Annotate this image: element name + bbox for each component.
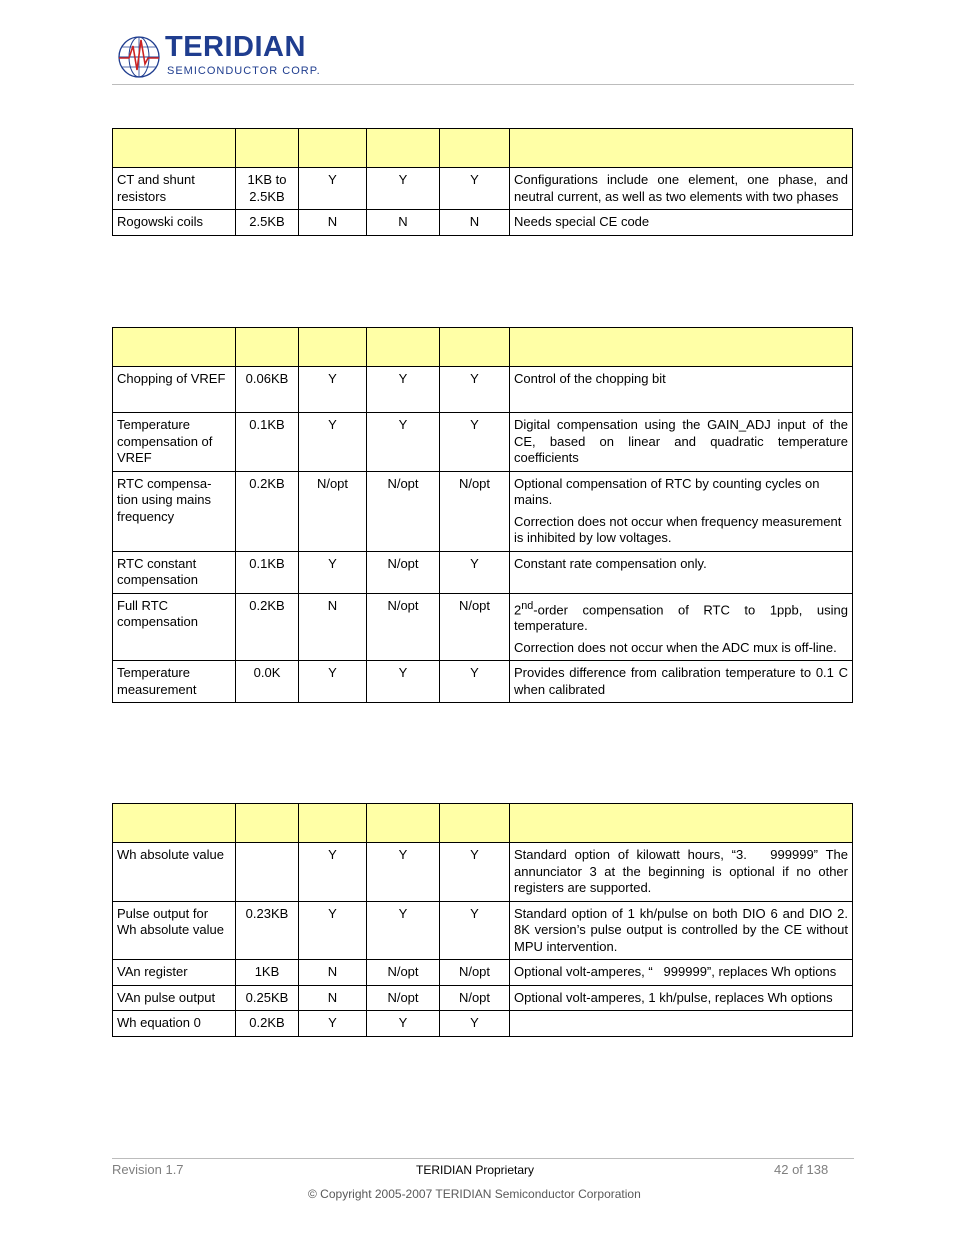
order-number: 2 [514,601,522,617]
feature-cell: Wh absolute value [113,843,236,902]
feature-cell: VAn register [113,960,236,986]
footer-revision: Revision 1.7 [112,1162,184,1177]
feature-cell: Temperature measurement [113,661,236,703]
feature-cell: VAn pulse output [113,985,236,1011]
header-cell [510,328,853,367]
table-header-row [113,328,853,367]
spec-table-3 [112,803,853,1037]
size-cell: 0.2KB [236,1011,299,1037]
value-cell: N [299,593,367,661]
description-cell [510,1011,853,1037]
value-cell: Y [367,901,440,960]
value-cell: Y [367,413,440,472]
table-row [113,413,853,472]
header-cell [367,328,440,367]
table-row [113,901,853,960]
description-cell [510,593,853,661]
header-cell [236,804,299,843]
value-cell: Y [299,1011,367,1037]
value-cell: Y [440,843,510,902]
value-cell: Y [299,843,367,902]
page-header [112,26,854,85]
footer-proprietary: TERIDIAN Proprietary [416,1163,535,1177]
table-row [113,471,853,551]
header-cell [440,129,510,168]
size-cell: 0.1KB [236,551,299,593]
value-cell: N/opt [440,985,510,1011]
value-cell: Y [299,661,367,703]
header-cell [299,328,367,367]
value-cell: Y [299,413,367,472]
description-cell: Needs special CE code [510,210,853,236]
description-paragraph: Correction does not occur when frequency measurement is inhibited by low voltages. [514,513,842,545]
header-cell [236,328,299,367]
size-cell: 0.0K [236,661,299,703]
feature-cell: Full RTC compensation [113,593,236,661]
size-cell: 0.25KB [236,985,299,1011]
table-row [113,985,853,1011]
value-cell: N/opt [440,960,510,986]
size-cell: 1KB to 2.5KB [236,168,299,210]
value-cell: Y [299,168,367,210]
header-cell [113,804,236,843]
value-cell: N/opt [367,551,440,593]
size-cell: 2.5KB [236,210,299,236]
value-cell: N/opt [367,593,440,661]
feature-cell: Temperature compensation of VREF [113,413,236,472]
size-cell: 0.23KB [236,901,299,960]
feature-cell: Pulse output for Wh absolute value [113,901,236,960]
table-row [113,367,853,413]
table-row [113,210,853,236]
value-cell: N/opt [367,960,440,986]
value-cell: N/opt [440,593,510,661]
header-cell [113,328,236,367]
value-cell: Y [299,367,367,413]
value-cell: N/opt [367,985,440,1011]
value-cell: Y [440,367,510,413]
table-row [113,1011,853,1037]
value-cell: Y [367,843,440,902]
table-row [113,661,853,703]
value-cell: N [299,210,367,236]
spec-table-1 [112,128,853,236]
value-cell: Y [367,1011,440,1037]
size-cell: 0.1KB [236,413,299,472]
table-row [113,168,853,210]
value-cell: Y [299,901,367,960]
size-cell: 0.2KB [236,471,299,551]
value-cell: N/opt [440,471,510,551]
description-cell: Digital compensation using the GAIN_ADJ input of the CE, based on linear and quadratic temperature coefficients [510,413,853,472]
table-header-row [113,129,853,168]
value-cell: Y [367,661,440,703]
header-cell [440,804,510,843]
logo-subtitle: SEMICONDUCTOR CORP. [167,65,321,77]
value-cell: N/opt [367,471,440,551]
feature-cell: Wh equation 0 [113,1011,236,1037]
header-cell [510,129,853,168]
value-cell: N [367,210,440,236]
size-cell: 0.2KB [236,593,299,661]
size-cell: 0.06KB [236,367,299,413]
feature-cell: RTC compensa-tion using mains frequency [113,471,236,551]
value-cell: Y [440,551,510,593]
table-row [113,960,853,986]
spec-table-2 [112,327,853,703]
teridian-logo [117,30,322,82]
header-cell [367,129,440,168]
footer-copyright: © Copyright 2005-2007 TERIDIAN Semiconductor Corporation [308,1187,641,1201]
feature-cell: Chopping of VREF [113,367,236,413]
header-cell [299,129,367,168]
header-cell [367,804,440,843]
value-cell: Y [440,661,510,703]
feature-cell: Rogowski coils [113,210,236,236]
logo-globe-icon [117,34,161,80]
value-cell: N [440,210,510,236]
value-cell: N [299,960,367,986]
value-cell: Y [367,367,440,413]
table-header-row [113,804,853,843]
value-cell: N/opt [299,471,367,551]
value-cell: Y [367,168,440,210]
order-superscript: nd [521,599,534,612]
description-cell: Standard option of 1 kh/pulse on both DIO 6 and DIO 2. 8K version’s pulse output is controlled by the CE without MPU intervention. [510,901,853,960]
size-cell [236,843,299,902]
description-text: -order compensation of RTC to 1ppb, using temperature. [514,601,848,634]
footer-divider [112,1158,854,1159]
header-cell [299,804,367,843]
description-cell: Optional volt-amperes, 1 kh/pulse, replaces Wh options [510,985,853,1011]
size-cell: 1KB [236,960,299,986]
logo-wordmark: TERIDIAN [165,31,306,63]
description-cell [510,471,853,551]
value-cell: Y [299,551,367,593]
table-row [113,843,853,902]
value-cell: Y [440,901,510,960]
description-cell: Standard option of kilowatt hours, “3. 999999” The annunciator 3 at the beginning is optional if no other registers are supported. [510,843,853,902]
description-cell: Configurations include one element, one phase, and neutral current, as well as two elements with two phases [510,168,853,210]
value-cell: Y [440,413,510,472]
feature-cell: RTC constant compensation [113,551,236,593]
header-cell [510,804,853,843]
description-cell: Constant rate compensation only. [510,551,853,593]
header-cell [440,328,510,367]
description-paragraph: Correction does not occur when the ADC mux is off-line. [514,639,837,655]
description-cell: Optional volt-amperes, “ 999999”, replaces Wh options [510,960,853,986]
table-row [113,551,853,593]
description-paragraph [514,598,848,635]
value-cell: Y [440,1011,510,1037]
header-cell [113,129,236,168]
value-cell: N [299,985,367,1011]
feature-cell: CT and shunt resistors [113,168,236,210]
header-cell [236,129,299,168]
table-row [113,593,853,661]
description-paragraph: Optional compensation of RTC by counting cycles on mains. [514,475,820,507]
footer-page-number: 42 of 138 [774,1162,829,1177]
description-cell: Provides difference from calibration temperature to 0.1 C when calibrated [510,661,853,703]
description-cell: Control of the chopping bit [510,367,853,413]
value-cell: Y [440,168,510,210]
